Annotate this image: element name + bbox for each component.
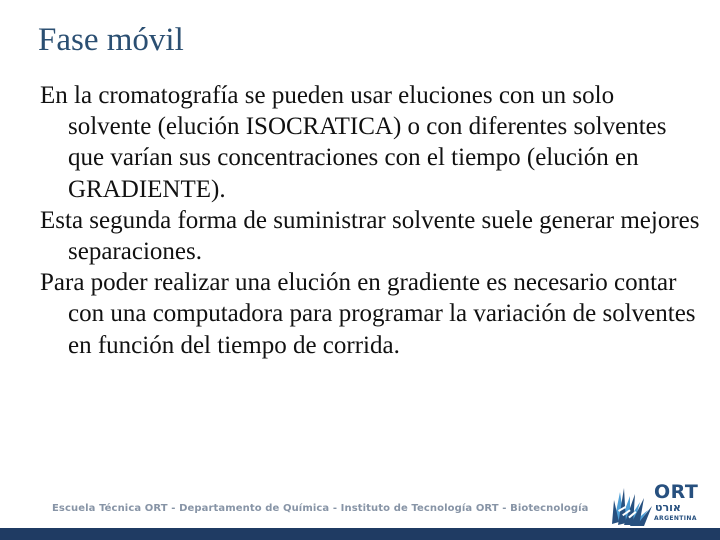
paragraph-computer-required: Para poder realizar una elución en gradiente es necesario contar con una computadora para programar la variación de solventes en función del tiempo de corrida. — [40, 269, 696, 359]
paragraph-better-separations: Esta segunda forma de suministrar solvente suele generar mejores separaciones. — [40, 206, 700, 266]
footer-institution-text: Escuela Técnica ORT - Departamento de Química - Instituto de Tecnología ORT - Biotecnología — [52, 503, 589, 514]
ort-sunburst-logo-icon — [610, 482, 654, 526]
slide-title: Fase móvil — [38, 22, 184, 58]
logo-wordmark: ORT — [654, 481, 699, 503]
bottom-bar — [0, 528, 720, 540]
logo-hebrew-text: אורט — [655, 501, 681, 514]
paragraph-isocratic-gradient: En la cromatografía se pueden usar eluciones con un solo solvente (elución ISOCRATICA) o con diferentes solventes que varían sus concentraciones con el tiempo (elución en GRADIENTE). — [40, 82, 667, 203]
slide-body — [40, 80, 700, 361]
ort-logo — [610, 482, 710, 526]
logo-country-text: ARGENTINA — [654, 515, 697, 522]
